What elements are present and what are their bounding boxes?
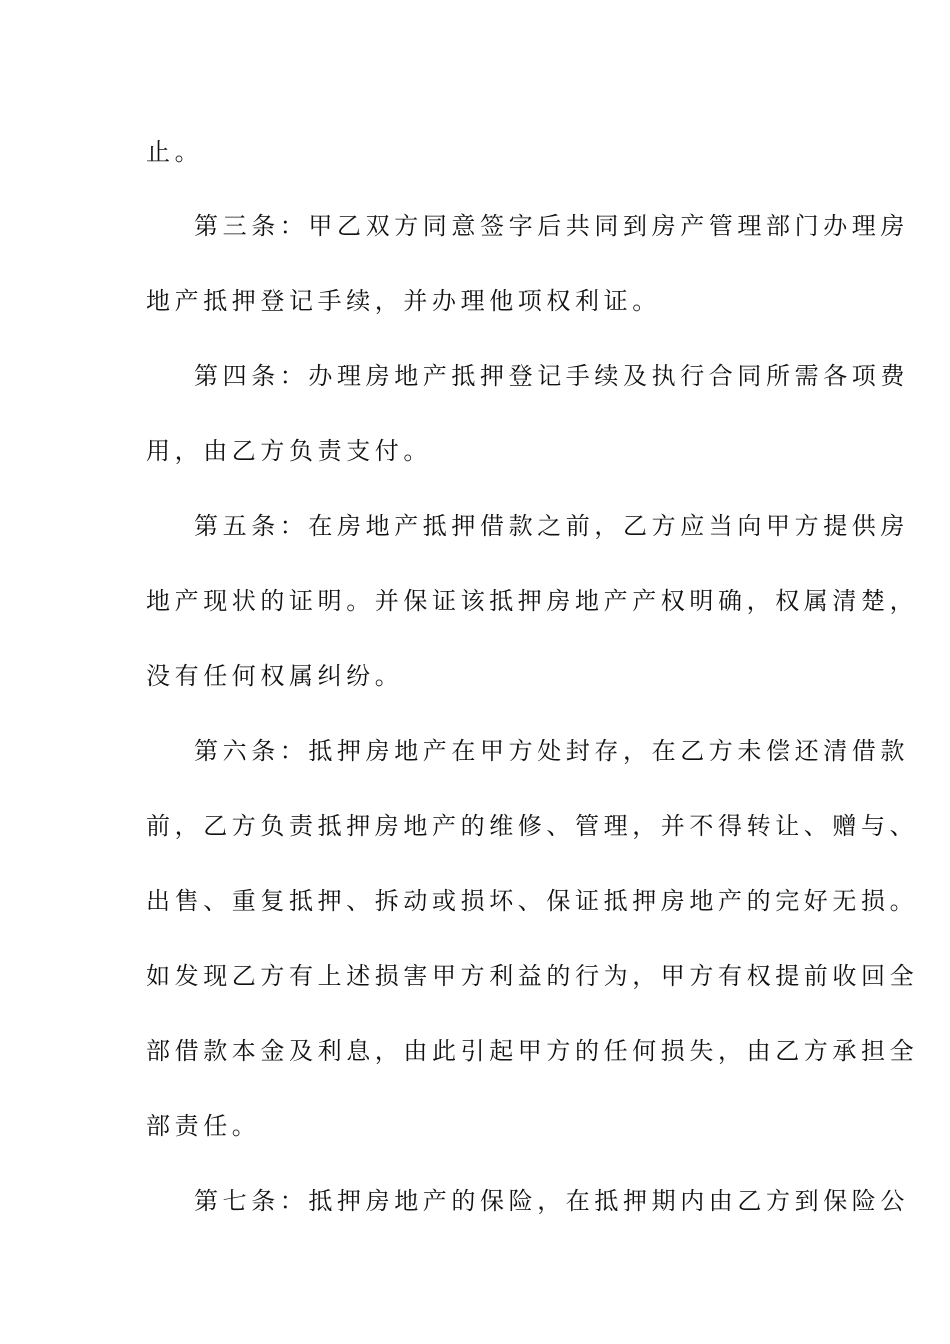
article-6-heading-line: 第六条：抵押房地产在甲方处封存，在乙方未偿还清借款 xyxy=(194,737,909,765)
article-7-heading-line: 第七条：抵押房地产的保险，在抵押期内由乙方到保险公 xyxy=(194,1187,909,1215)
text-line: 部借款本金及利息，由此引起甲方的任何损失，由乙方承担全 xyxy=(146,1037,919,1065)
text-line: 地产抵押登记手续，并办理他项权利证。 xyxy=(146,287,661,315)
text-line: 如发现乙方有上述损害甲方利益的行为，甲方有权提前收回全 xyxy=(146,962,919,990)
article-5-heading-line: 第五条：在房地产抵押借款之前，乙方应当向甲方提供房 xyxy=(194,512,909,540)
article-4-heading-line: 第四条：办理房地产抵押登记手续及执行合同所需各项费 xyxy=(194,362,909,390)
text-line: 没有任何权属纠纷。 xyxy=(146,662,404,690)
text-line: 地产现状的证明。并保证该抵押房地产产权明确，权属清楚， xyxy=(146,587,919,615)
text-line: 止。 xyxy=(146,138,204,166)
text-line: 用，由乙方负责支付。 xyxy=(146,437,432,465)
article-3-heading-line: 第三条：甲乙双方同意签字后共同到房产管理部门办理房 xyxy=(194,212,909,240)
text-line: 出售、重复抵押、拆动或损坏、保证抵押房地产的完好无损。 xyxy=(146,887,919,915)
text-line: 部责任。 xyxy=(146,1112,261,1140)
text-line: 前，乙方负责抵押房地产的维修、管理，并不得转让、赠与、 xyxy=(146,812,919,840)
